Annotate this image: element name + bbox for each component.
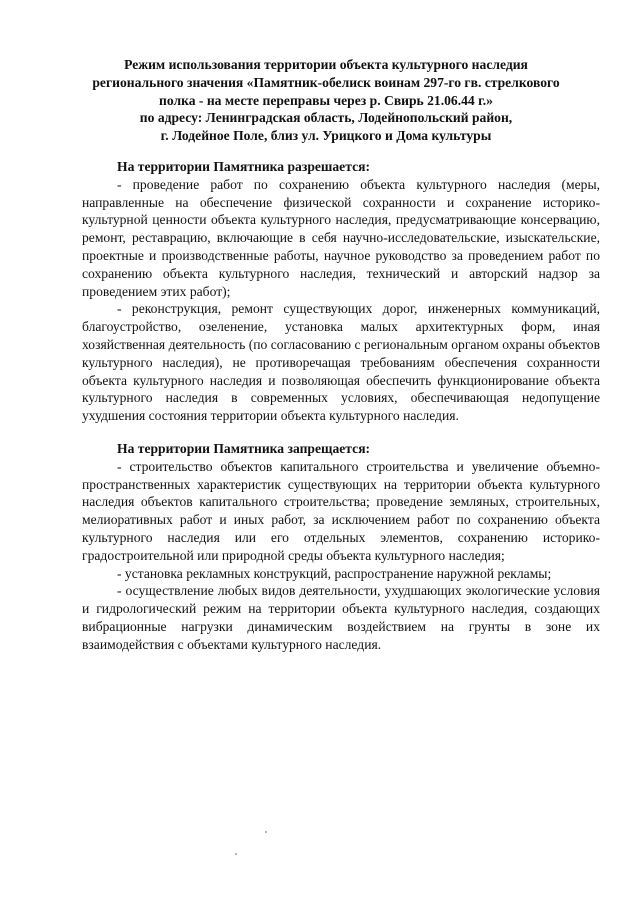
forbidden-item: - строительство объектов капитального строительства и увеличение объемно-пространственных характеристик существующих на территории объекта культурного наследия объектов капитального строительства; проведение земляных, строительных, мелиоративных работ и иных работ, за исключением работ по сохранению объекта культурного наследия или его отдельных элементов, сохранению историко-градостроительной или природной среды объекта культурного наследия;	[82, 458, 600, 563]
allowed-heading: На территории Памятника разрешается:	[117, 159, 370, 174]
title-line: по адресу: Ленинградская область, Лодейнопольский район,	[139, 110, 513, 126]
scan-speck	[265, 831, 267, 833]
allowed-item: - реконструкция, ремонт существующих дорог, инженерных коммуникаций, благоустройство, озеленение, установка малых архитектурных форм, иная хозяйственная деятельность (по согласованию с региональным органом охраны объектов культурного наследия), не противоречащая требованиям обеспечения сохранности объекта культурного наследия и позволяющая обеспечить функционирование объекта культурного наследия в современных условиях, обеспечивающая недопущение ухудшения состояния территории объекта культурного наследия.	[82, 301, 600, 424]
forbidden-item: - осуществление любых видов деятельности, ухудшающих экологические условия и гидрологический режим на территории объекта культурного наследия, создающих вибрационные нагрузки динамическим воздействием на грунты в зоне их взаимодействия с объектами культурного наследия.	[82, 583, 600, 652]
forbidden-item: - установка рекламных конструкций, распространение наружной рекламы;	[117, 565, 552, 581]
forbidden-section	[82, 440, 600, 654]
title-line: г. Лодейное Поле, близ ул. Урицкого и Дома культуры	[160, 128, 492, 144]
allowed-item: - проведение работ по сохранению объекта культурного наследия (меры, направленные на обеспечение физической сохранности и сохранение историко-культурной ценности объекта культурного наследия, предусматривающие консервацию, ремонт, реставрацию, включающие в себя научно-исследовательские, изыскательские, проектные и производственные работы, научное руководство за проведением работ по сохранению объекта культурного наследия, технический и авторский надзор за проведением этих работ);	[82, 176, 600, 299]
scan-speck	[235, 853, 237, 855]
title-line: полка - на месте переправы через р. Свирь 21.06.44 г.»	[159, 92, 493, 108]
forbidden-heading: На территории Памятника запрещается:	[117, 441, 371, 456]
title-line: регионального значения «Памятник-обелиск воинам 297-го гв. стрелкового	[92, 74, 560, 90]
allowed-section	[82, 158, 600, 425]
document-title	[70, 56, 582, 145]
title-line: Режим использования территории объекта культурного наследия	[124, 57, 528, 72]
